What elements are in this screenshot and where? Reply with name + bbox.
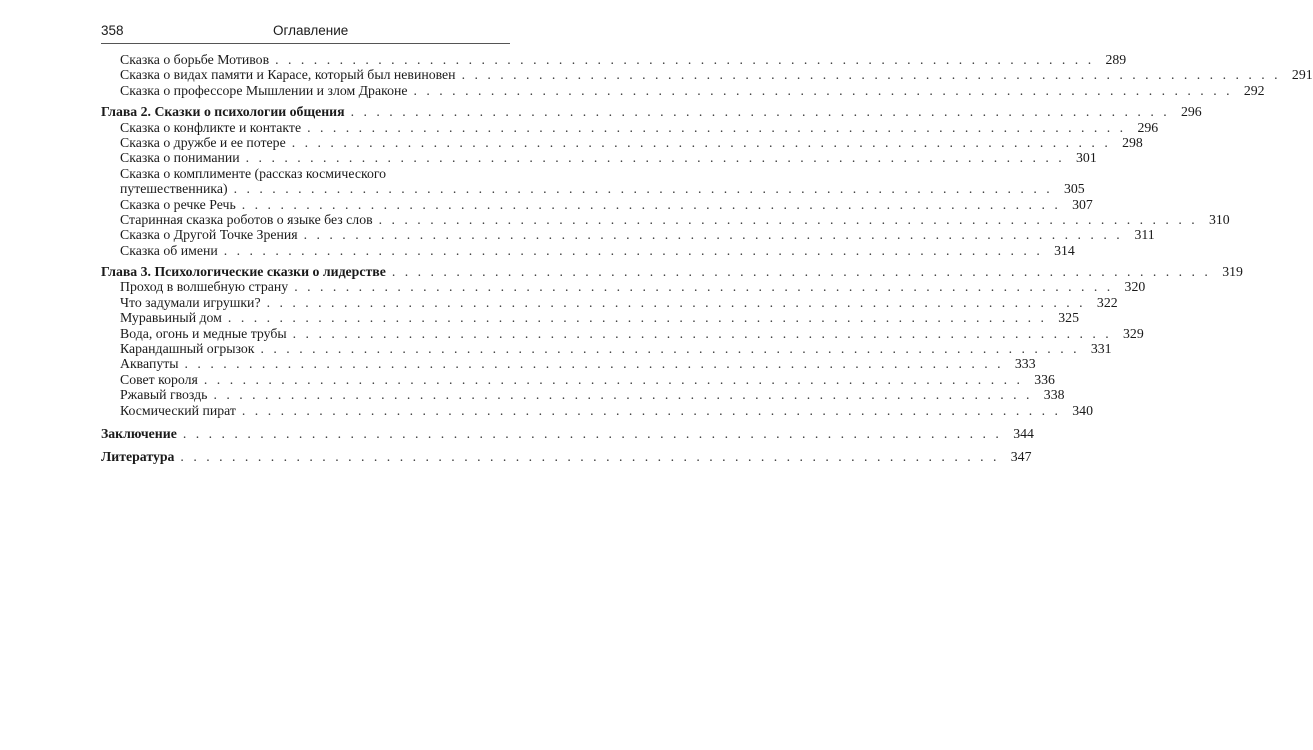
toc-entry-title: Совет короля (120, 371, 198, 387)
toc-entry[interactable] (101, 279, 1146, 295)
page-number: 358 (101, 23, 124, 38)
dot-leader: . . . . . . . . . . . . . . . . . . . . . . . . . . . . . . . . . . . . . . . . . . . . . . . . . . . . . . . . . . . . . . . . (233, 181, 1053, 197)
toc-entry-page: 325 (1058, 310, 1079, 326)
toc-entry-page: 311 (1134, 227, 1155, 243)
toc-entry[interactable] (101, 211, 1230, 227)
toc-entry[interactable] (101, 294, 1118, 310)
toc-entry-page: 305 (1063, 181, 1085, 197)
dot-leader: . . . . . . . . . . . . . . . . . . . . . . . . . . . . . . . . . . . . . . . . . . . . . . . . . . . . . . . . . . . . . . . . (391, 264, 1211, 280)
dot-leader: . . . . . . . . . . . . . . . . . . . . . . . . . . . . . . . . . . . . . . . . . . . . . . . . . . . . . . . . . . . . . . . . (245, 150, 1065, 166)
toc-entry-title: Муравьиный дом (120, 310, 222, 326)
toc-section-page: 347 (1010, 449, 1032, 465)
dot-leader: . . . . . . . . . . . . . . . . . . . . . . . . . . . . . . . . . . . . . . . . . . . . . . . . . . . . . . . . . . . . . . . . (184, 356, 1004, 372)
toc-entry-title: Карандашный огрызок (120, 341, 255, 357)
dot-leader: . . . . . . . . . . . . . . . . . . . . . . . . . . . . . . . . . . . . . . . . . . . . . . . . . . . . . . . . . . . . . . . . (303, 227, 1123, 243)
toc-entry[interactable] (101, 52, 1127, 67)
toc-entry[interactable] (101, 387, 1065, 403)
spacer (101, 441, 510, 449)
page-header (101, 23, 510, 45)
toc-entry-page: 340 (1072, 402, 1093, 418)
toc-entry[interactable] (101, 196, 1093, 212)
toc-literature[interactable] (101, 449, 1032, 465)
toc-chapter-title: Глава 2. Сказки о психологии общения (101, 104, 345, 120)
dot-leader: . . . . . . . . . . . . . . . . . . . . . . . . . . . . . . . . . . . . . . . . . . . . . . . . . . . . . . . . . . . . . . . . (350, 104, 1170, 120)
toc-entry[interactable] (101, 341, 1112, 357)
toc-entry-title: Сказка о комплименте (рассказ космического (120, 165, 387, 181)
dot-leader: . . . . . . . . . . . . . . . . . . . . . . . . . . . . . . . . . . . . . . . . . . . . . . . . . . . . . . . . . . . . . . . . (461, 67, 1281, 83)
toc-entry[interactable] (101, 242, 1075, 258)
dot-leader: . . . . . . . . . . . . . . . . . . . . . . . . . . . . . . . . . . . . . . . . . . . . . . . . . . . . . . . . . . . . . . . . (227, 310, 1047, 326)
toc-entry-page: 338 (1043, 387, 1065, 403)
dot-leader: . . . . . . . . . . . . . . . . . . . . . . . . . . . . . . . . . . . . . . . . . . . . . . . . . . . . . . . . . . . . . . . . (180, 449, 1000, 465)
toc-entry-title: Проход в волшебную страну (120, 279, 289, 295)
dot-leader: . . . . . . . . . . . . . . . . . . . . . . . . . . . . . . . . . . . . . . . . . . . . . . . . . . . . . . . . . . . . . . . . (213, 387, 1033, 403)
toc-section-title: Заключение (101, 425, 177, 441)
toc-entry-page: 336 (1034, 371, 1055, 387)
dot-leader: . . . . . . . . . . . . . . . . . . . . . . . . . . . . . . . . . . . . . . . . . . . . . . . . . . . . . . . . . . . . . . . . (260, 341, 1080, 357)
toc-entry[interactable] (101, 181, 1085, 197)
toc-entry-title: Сказка о борьбе Мотивов (120, 52, 270, 67)
toc-entry-page: 322 (1096, 294, 1118, 310)
toc-entry-title: Ржавый гвоздь (120, 387, 208, 403)
dot-leader: . . . . . . . . . . . . . . . . . . . . . . . . . . . . . . . . . . . . . . . . . . . . . . . . . . . . . . . . . . . . . . . . (413, 82, 1233, 98)
toc-entry-title-continued: путешественника) (120, 181, 228, 197)
toc-entry-page: 298 (1122, 134, 1143, 150)
toc-entry-title: Вода, огонь и медные трубы (120, 325, 287, 341)
toc-chapter[interactable] (101, 264, 1243, 280)
toc-entry[interactable] (101, 150, 1097, 166)
toc-entry[interactable] (101, 325, 1144, 341)
running-title: Оглавление (273, 23, 349, 38)
dot-leader: . . . . . . . . . . . . . . . . . . . . . . . . . . . . . . . . . . . . . . . . . . . . . . . . . . . . . . . . . . . . . . . . (223, 242, 1043, 258)
dot-leader: . . . . . . . . . . . . . . . . . . . . . . . . . . . . . . . . . . . . . . . . . . . . . . . . . . . . . . . . . . . . . . . . (182, 425, 1002, 441)
toc-entry-page: 310 (1208, 211, 1230, 227)
toc-entry-page: 314 (1054, 242, 1075, 258)
toc-entry[interactable] (101, 82, 1265, 98)
toc-chapter[interactable] (101, 104, 1202, 120)
toc-entry-title: Сказка о Другой Точке Зрения (120, 227, 298, 243)
dot-leader: . . . . . . . . . . . . . . . . . . . . . . . . . . . . . . . . . . . . . . . . . . . . . . . . . . . . . . . . . . . . . . . . (291, 134, 1111, 150)
toc-entry-title: Сказка о дружбе и ее потере (120, 134, 286, 150)
dot-leader: . . . . . . . . . . . . . . . . . . . . . . . . . . . . . . . . . . . . . . . . . . . . . . . . . . . . . . . . . . . . . . . . (241, 402, 1061, 418)
toc-entry-page: 291 (1291, 67, 1313, 83)
toc-entry-page: 292 (1243, 82, 1265, 98)
toc-entry-page: 307 (1072, 196, 1093, 212)
toc-section-title: Литература (101, 449, 175, 465)
toc-entry-title: Старинная сказка роботов о языке без слов (120, 211, 373, 227)
toc-entry-page: 301 (1076, 150, 1097, 166)
toc-entry-page: 320 (1124, 279, 1146, 295)
toc-entry-page: 333 (1014, 356, 1036, 372)
dot-leader: . . . . . . . . . . . . . . . . . . . . . . . . . . . . . . . . . . . . . . . . . . . . . . . . . . . . . . . . . . . . . . . . (241, 196, 1061, 212)
toc-chapter-title: Глава 3. Психологические сказки о лидерстве (101, 264, 386, 280)
dot-leader: . . . . . . . . . . . . . . . . . . . . . . . . . . . . . . . . . . . . . . . . . . . . . . . . . . . . . . . . . . . . . . . . (203, 371, 1023, 387)
toc-entry-page: 331 (1090, 341, 1112, 357)
toc-entry-page: 329 (1123, 325, 1144, 341)
toc-entry[interactable] (101, 119, 1159, 135)
toc-section-page: 344 (1013, 425, 1034, 441)
toc-entry[interactable] (101, 67, 1313, 83)
table-of-contents (101, 52, 1313, 465)
toc-entry-title: Сказка об имени (120, 242, 218, 258)
toc-entry[interactable] (101, 371, 1055, 387)
toc-conclusion[interactable] (101, 425, 1034, 441)
dot-leader: . . . . . . . . . . . . . . . . . . . . . . . . . . . . . . . . . . . . . . . . . . . . . . . . . . . . . . . . . . . . . . . . (294, 279, 1114, 295)
dot-leader: . . . . . . . . . . . . . . . . . . . . . . . . . . . . . . . . . . . . . . . . . . . . . . . . . . . . . . . . . . . . . . . . (378, 211, 1198, 227)
dot-leader: . . . . . . . . . . . . . . . . . . . . . . . . . . . . . . . . . . . . . . . . . . . . . . . . . . . . . . . . . . . . . . . . (292, 325, 1112, 341)
header-rule (101, 43, 510, 44)
toc-entry[interactable] (101, 310, 1079, 326)
toc-entry-title: Сказка о видах памяти и Карасе, который был невиновен (120, 67, 456, 83)
toc-entry-page: 289 (1105, 52, 1127, 67)
toc-entry-title: Сказка о конфликте и контакте (120, 119, 302, 135)
spacer (101, 418, 510, 426)
dot-leader: . . . . . . . . . . . . . . . . . . . . . . . . . . . . . . . . . . . . . . . . . . . . . . . . . . . . . . . . . . . . . . . . (307, 119, 1127, 135)
toc-entry[interactable] (101, 134, 1143, 150)
toc-entry-title: Что задумали игрушки? (120, 294, 261, 310)
toc-entry-title: Аквапуты (120, 356, 179, 372)
toc-entry[interactable] (101, 227, 1155, 243)
toc-entry-title: Сказка о понимании (120, 150, 240, 166)
toc-entry[interactable] (101, 402, 1093, 418)
dot-leader: . . . . . . . . . . . . . . . . . . . . . . . . . . . . . . . . . . . . . . . . . . . . . . . . . . . . . . . . . . . . . . . . (266, 294, 1086, 310)
toc-entry-page: 296 (1137, 119, 1159, 135)
toc-entry-title: Сказка о речке Речь (120, 196, 236, 212)
toc-entry-title: Сказка о профессоре Мышлении и злом Драконе (120, 82, 408, 98)
toc-entry-title: Космический пират (120, 402, 236, 418)
dot-leader: . . . . . . . . . . . . . . . . . . . . . . . . . . . . . . . . . . . . . . . . . . . . . . . . . . . . . . . . . . . . . . . . (275, 52, 1095, 67)
toc-entry-first-line[interactable] (101, 166, 510, 181)
toc-entry[interactable] (101, 356, 1036, 372)
toc-chapter-page: 296 (1180, 104, 1202, 120)
toc-chapter-page: 319 (1222, 264, 1243, 280)
